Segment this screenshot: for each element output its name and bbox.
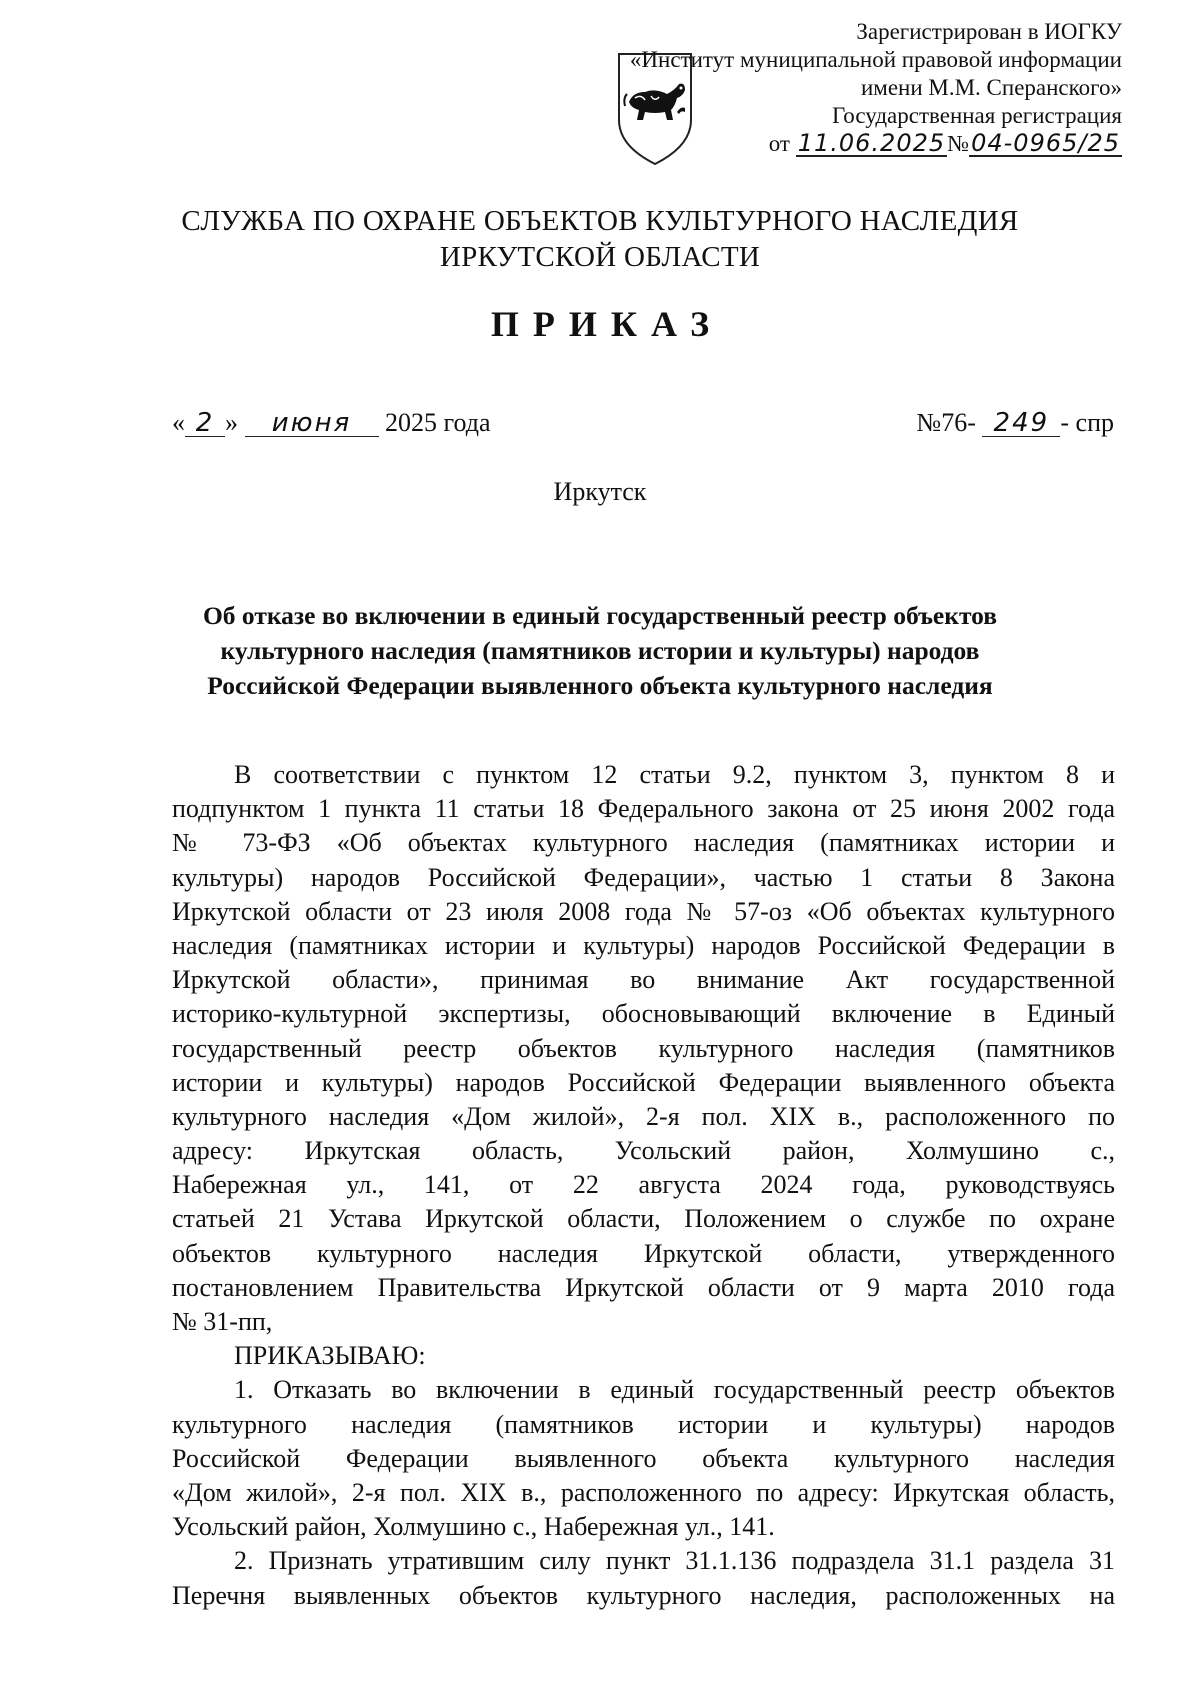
registration-number: 04-0965/25 [971,129,1120,157]
body-line: подпунктом 1 пункта 11 статьи 18 Федерального закона от 25 июня 2002 года [172,794,1115,824]
registration-line: имени М.М. Сперанского» [860,75,1122,100]
body-line: историко-культурной экспертизы, обосновывающий включение в Единый [172,999,1115,1029]
order-month: июня [245,410,379,437]
body-line: Российской Федерации выявленного объекта культурного наследия [172,1443,1115,1473]
body-line: Перечня выявленных объектов культурного наследия, расположенных на [172,1580,1115,1610]
order-number-prefix: №76- [916,408,976,437]
body-line: «Дом жилой», 2-я пол. XIX в., расположенного по адресу: Иркутская область, [172,1477,1115,1507]
document-type: ПРИКАЗ [490,304,724,344]
body-line: статьей 21 Устава Иркутской области, Положением о службе по охране [172,1204,1115,1234]
body-line: Набережная ул., 141, от 22 августа 2024 года, руководствуясь [172,1170,1115,1200]
order-day: 2 [185,410,225,437]
registration-number-sign: № [947,131,970,156]
organization-name [0,203,1200,275]
order-directive: ПРИКАЗЫВАЮ: [234,1341,426,1371]
order-body [172,758,1115,1613]
body-line: Иркутской области», принимая во внимание Акт государственной [172,965,1115,995]
organization-line: СЛУЖБА ПО ОХРАНЕ ОБЪЕКТОВ КУЛЬТУРНОГО НАСЛЕДИЯ [181,205,1019,237]
city: Иркутск [553,477,647,506]
body-line: № 73-ФЗ «Об объектах культурного наследия (памятниках истории и [172,828,1115,858]
body-line: культурного наследия (памятников истории и культуры) народов [172,1409,1115,1439]
body-line: Иркутской области от 23 июля 2008 года № 57-оз «Об объектах культурного [172,896,1115,926]
registration-date: 11.06.2025 [797,129,946,157]
body-line: государственный реестр объектов культурного наследия (памятников [172,1033,1115,1063]
body-line: истории и культуры) народов Российской Федерации выявленного объекта [172,1067,1115,1097]
order-number-suffix: - спр [1060,408,1114,437]
registration-line: Государственная регистрация [832,103,1122,128]
order-number [916,408,1114,438]
order-number-value: 249 [982,410,1060,437]
order-year: 2025 года [385,408,491,437]
order-date [172,408,491,438]
registration-from-prefix: от [768,131,790,156]
body-line: культурного наследия «Дом жилой», 2-я пол. XIX в., расположенного по [172,1101,1115,1131]
body-line: адресу: Иркутская область, Усольский район, Холмушино с., [172,1136,1115,1166]
body-line: В соответствии с пунктом 12 статьи 9.2, пунктом 3, пунктом 8 и [234,760,1115,789]
subject-line: Об отказе во включении в единый государственный реестр объектов [202,601,998,630]
order-subject [0,598,1200,703]
body-line: 1. Отказать во включении в единый государственный реестр объектов [234,1375,1115,1405]
order-date-open-quote: « [172,408,185,437]
body-line: 2. Признать утратившим силу пункт 31.1.136 подраздела 31.1 раздела 31 [234,1546,1115,1576]
body-line: постановлением Правительства Иркутской области от 9 марта 2010 года [172,1272,1115,1302]
subject-line: культурного наследия (памятников истории и культуры) народов [220,636,980,665]
registration-block [562,18,1122,158]
body-line: объектов культурного наследия Иркутской области, утвержденного [172,1238,1115,1268]
subject-line: Российской Федерации выявленного объекта культурного наследия [207,671,993,700]
body-line: Усольский район, Холмушино с., Набережная ул., 141. [172,1512,775,1542]
body-line: наследия (памятниках истории и культуры) народов Российской Федерации в [172,930,1115,960]
organization-line: ИРКУТСКОЙ ОБЛАСТИ [439,241,761,273]
body-line: № 31-пп, [172,1307,273,1336]
registration-number-line [562,130,1122,158]
order-date-close-quote: » [225,408,238,437]
body-line: культуры) народов Российской Федерации», частью 1 статьи 8 Закона [172,862,1115,892]
registration-line: «Институт муниципальной правовой информации [629,47,1122,72]
registration-line: Зарегистрирован в ИОГКУ [856,19,1122,44]
